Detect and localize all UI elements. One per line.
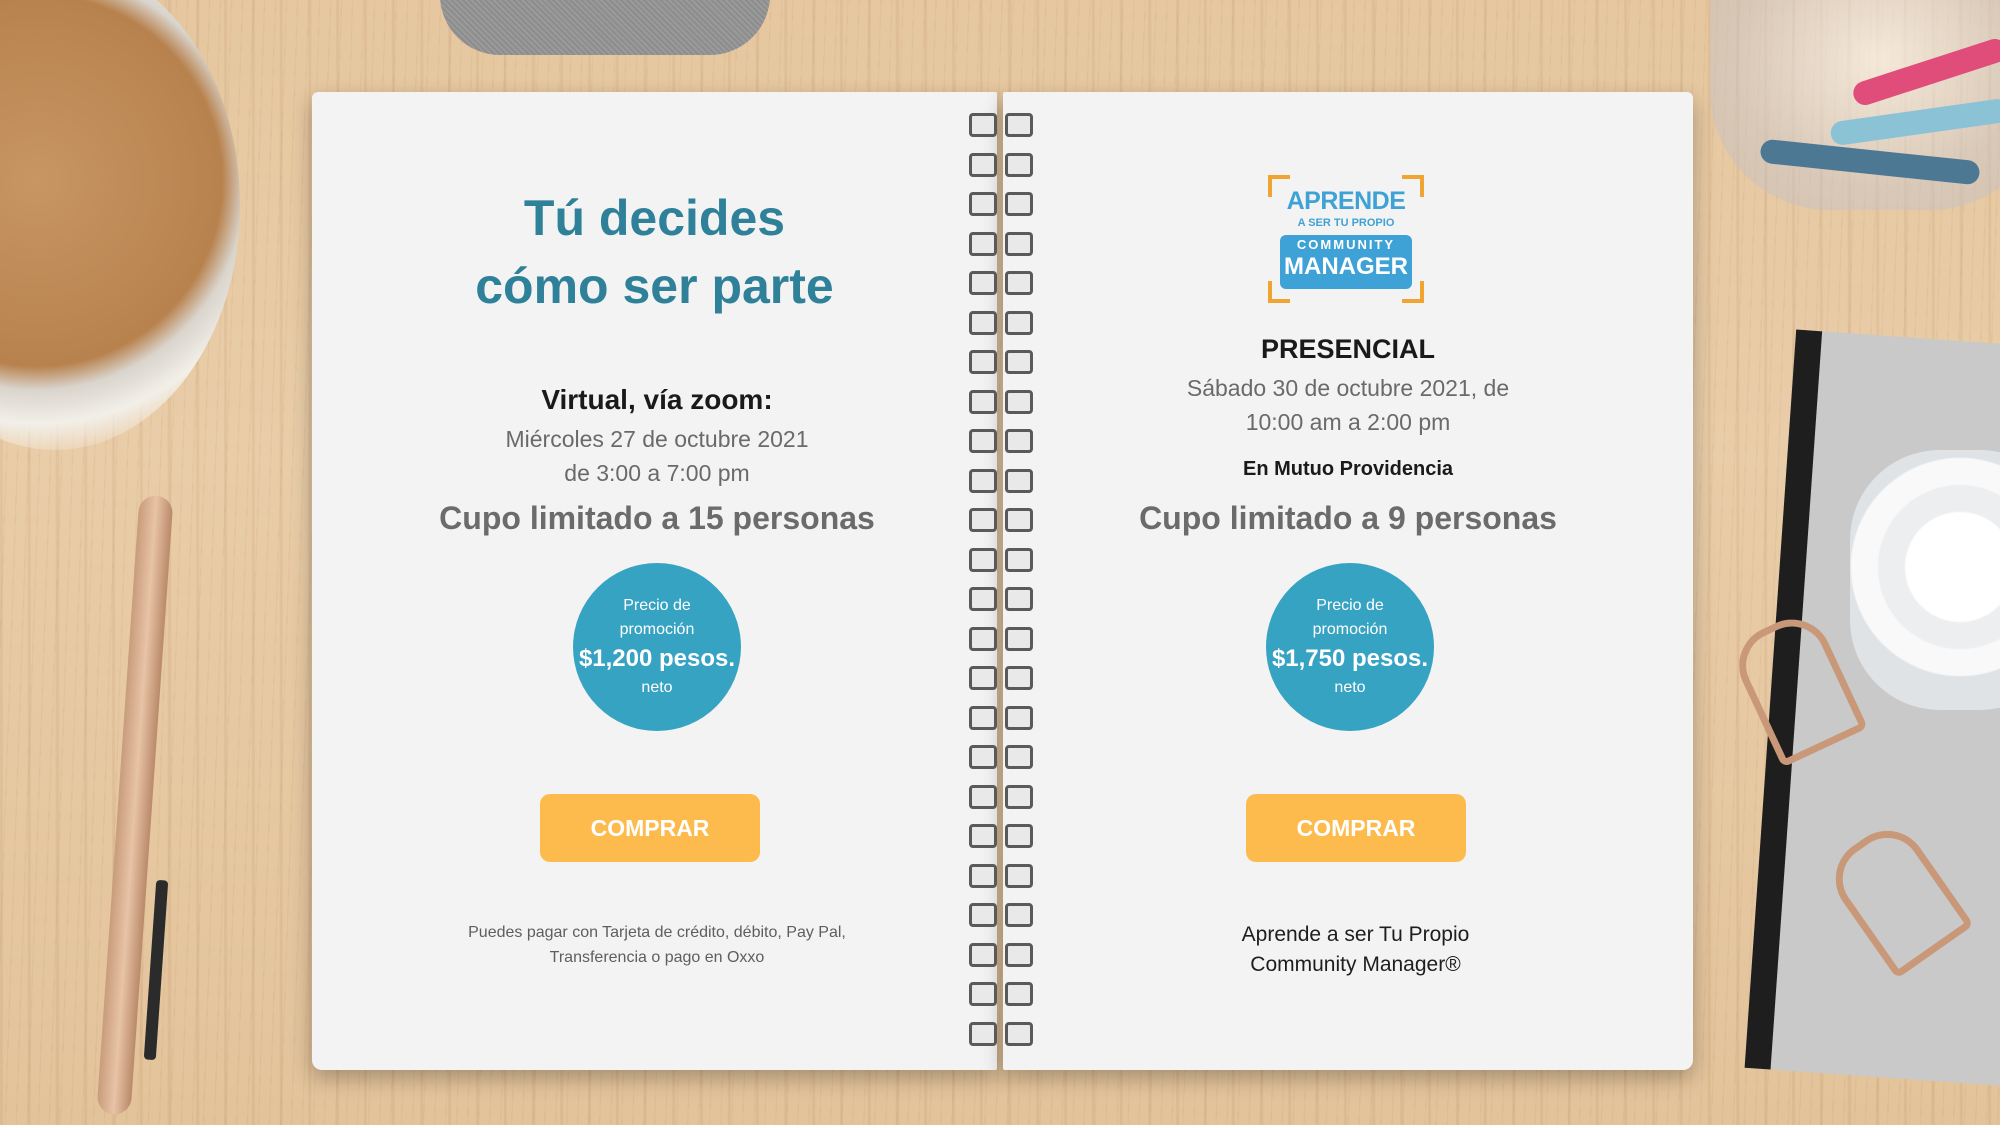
spiral-ring (1005, 1022, 1033, 1046)
spiral-ring (969, 153, 997, 177)
coffee-cup-image (0, 0, 240, 450)
badge-label-1: Precio de (623, 597, 691, 614)
spiral-ring (1005, 587, 1033, 611)
virtual-capacity: Cupo limitado a 15 personas (439, 500, 875, 536)
presencial-price: $1,750 pesos. (1271, 645, 1429, 672)
spiral-ring (1005, 113, 1033, 137)
spiral-ring (969, 350, 997, 374)
headline (312, 184, 997, 320)
spiral-ring (1005, 548, 1033, 572)
virtual-title: Virtual, vía zoom: (541, 384, 773, 415)
spiral-ring (969, 666, 997, 690)
presencial-schedule (1003, 371, 1693, 439)
tape-dispenser-image (1850, 450, 2000, 710)
pen-clip-image (144, 880, 169, 1060)
spiral-ring (1005, 745, 1033, 769)
presencial-capacity: Cupo limitado a 9 personas (1139, 500, 1557, 536)
payment-line-2: Transferencia o pago en Oxxo (549, 949, 765, 966)
badge-label-2: promoción (619, 621, 695, 638)
spiral-ring (969, 785, 997, 809)
presencial-location: En Mutuo Providencia (1242, 458, 1454, 480)
spiral-ring (1005, 666, 1033, 690)
badge-note: neto (641, 679, 673, 696)
virtual-date: Miércoles 27 de octubre 2021 (505, 426, 809, 452)
pen-image (96, 495, 173, 1116)
spiral-ring (1005, 706, 1033, 730)
spiral-ring (1005, 311, 1033, 335)
spiral-ring (969, 113, 997, 137)
course-footer (1003, 920, 1708, 980)
spiral-ring (1005, 271, 1033, 295)
virtual-buy-button[interactable]: COMPRAR (540, 794, 760, 862)
headline-line-2: cómo ser parte (475, 258, 834, 314)
virtual-time: de 3:00 a 7:00 pm (564, 460, 750, 486)
presencial-time: 10:00 am a 2:00 pm (1245, 409, 1451, 435)
spiral-ring (1005, 982, 1033, 1006)
spiral-ring (1005, 864, 1033, 888)
virtual-price: $1,200 pesos. (578, 645, 736, 672)
virtual-price-badge (573, 563, 741, 731)
spiral-ring (969, 627, 997, 651)
spiral-ring (1005, 232, 1033, 256)
spiral-ring (1005, 627, 1033, 651)
spiral-ring (969, 1022, 997, 1046)
community-manager-logo (1268, 175, 1424, 303)
badge-label-1: Precio de (1316, 597, 1384, 614)
badge-note: neto (1334, 679, 1366, 696)
presencial-buy-button[interactable]: COMPRAR (1246, 794, 1466, 862)
spiral-ring (969, 548, 997, 572)
badge-label-2: promoción (1312, 621, 1388, 638)
presencial-title: PRESENCIAL (1260, 334, 1436, 364)
virtual-schedule (312, 422, 1002, 490)
spiral-ring (969, 745, 997, 769)
spiral-ring (1005, 192, 1033, 216)
spiral-ring (1005, 824, 1033, 848)
logo-line-1: APRENDE (1286, 187, 1406, 215)
logo-line-4: MANAGER (1284, 253, 1408, 280)
spiral-ring (1005, 785, 1033, 809)
payment-line-1: Puedes pagar con Tarjeta de crédito, débito, Pay Pal, (468, 924, 846, 941)
spiral-ring (969, 864, 997, 888)
payment-methods (312, 920, 1002, 970)
headline-line-1: Tú decides (523, 190, 786, 246)
spiral-ring (969, 706, 997, 730)
footer-line-2: Community Manager® (1250, 953, 1461, 976)
spiral-ring (969, 824, 997, 848)
logo-line-3: COMMUNITY (1296, 237, 1396, 252)
presencial-date: Sábado 30 de octubre 2021, de (1186, 375, 1510, 401)
presencial-price-badge (1266, 563, 1434, 731)
spiral-ring (969, 982, 997, 1006)
footer-line-1: Aprende a ser Tu Propio (1241, 923, 1470, 946)
spiral-ring (969, 587, 997, 611)
felt-case (440, 0, 770, 55)
logo-line-2: A SER TU PROPIO (1297, 217, 1395, 229)
spiral-ring (1005, 153, 1033, 177)
